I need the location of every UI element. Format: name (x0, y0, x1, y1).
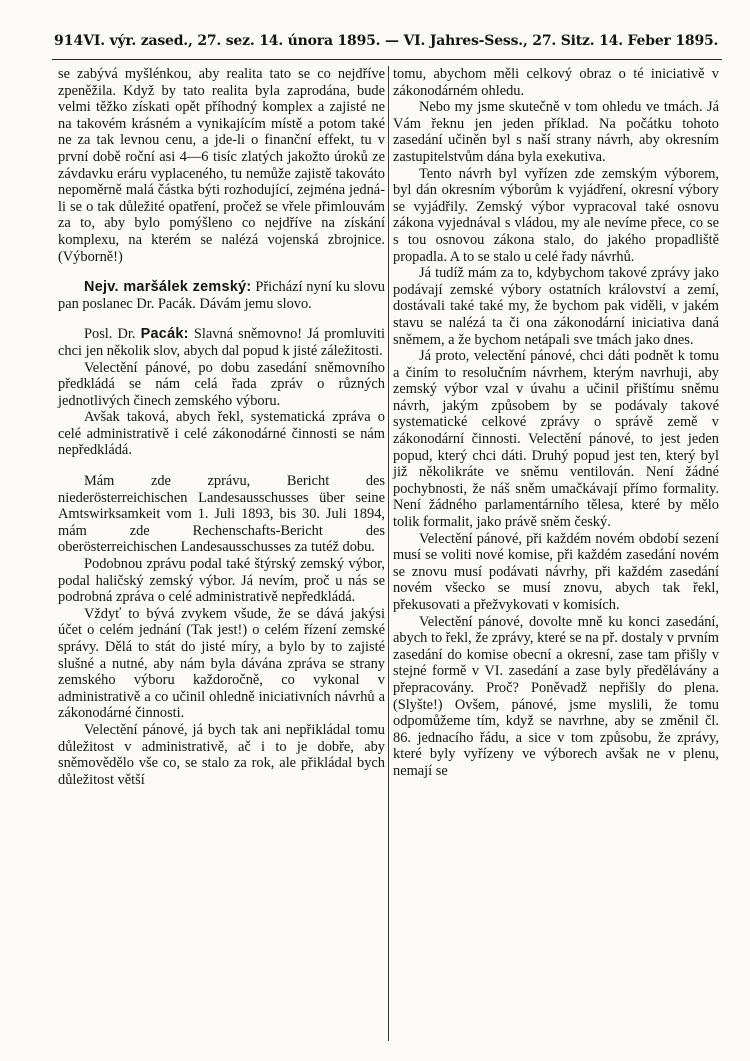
paragraph: Velectění pánové, při každém novém období sezení musí se voliti nové komise, při každém zasedání novém se znovu musí podávati návrhy, při každém zasedání novém všecko se musí znovu, abych tak řekl, překusovati a přežvykovati v komisích. (393, 530, 719, 613)
right-column (393, 66, 719, 780)
paragraph-speech (58, 326, 385, 359)
paragraph: Velectění pánové, po dobu zasedání sněmovního předkládá se nám celá řada zpráv o různých jednotlivých činech zemského výboru. (58, 359, 385, 409)
running-header (54, 33, 719, 49)
speaker-name: Pacák: (140, 326, 189, 343)
header-rule (52, 59, 722, 60)
speaker-name: Nejv. maršálek zemský: (84, 279, 252, 296)
paragraph: se zabývá myšlénkou, aby realita tato se co nejdříve zpeněžila. Když by tato realita byla zaprodána, bude velmi těžko získati opět příhodný komplex a zajisté ne na takovém krásném a vynikajícím místě a potom také ne za tak levnou cenu, a jde-li o finanční effekt, tu v první době roční asi 4—6 tisíc zlatých jakožto úroků ze závdavku eráru vyplaceného, tu nemůže zajistě takováto nepoměrně malá částka býti rozhodující, zejména jedná-li se o tak důležité opatření, pročež se vřele přimlouvám za to, aby bylo pomýšleno co nejdříve na získání komplexu, na kterém se nalézá vojenská zbrojnice. (Výborně!) (58, 66, 385, 265)
paragraph: Avšak taková, abych řekl, systematická zpráva o celé administrativě i celé zákonodárné činnosti se nám nepředkládá. (58, 409, 385, 459)
paragraph: Podobnou zprávu podal také štýrský zemský výbor, podal haličský zemský výbor. Já nevím, proč u nás se podrobná zpráva o celé administrativě nepředkládá. (58, 556, 385, 606)
left-column (58, 66, 385, 788)
paragraph: Mám zde zprávu, Bericht des niederösterreichischen Landesausschusses über seine Amtswirksamkeit vom 1. Juli 1893, bis 30. Juli 1894, mám zde Rechenschafts-Bericht des oberösterreichischen Landesausschusses za tutéž dobu. (58, 473, 385, 556)
paragraph: Velectění pánové, já bych tak ani nepřikládal tomu důležitost v administrativě, ač i to je dobře, aby sněmovědělo vše co, se stalo za rok, ale přikládal bych důležitost větší (58, 721, 385, 788)
speech-text: Slavná sněmovno! Já promluviti chci jen několik slov, abych dal popud k jisté záležitosti. (58, 326, 385, 359)
paragraph: Velectění pánové, dovolte mně ku konci zasedání, abych to řekl, že zprávy, které se na př. dostaly v prvním zasedání do komise obecní a okresní, zase tam přišly v stejné formě v VI. zasedání a zase byly předělávány a přepracovány. Proč? Poněvadž nepřišly do plena. (Slyšte!) Ovšem, pánové, jsme myslili, že tomu odpomůžeme tím, když se navrhne, aby se změnil čl. 86. jednacího řádu, a sice v tom způsobu, že zprávy, které byly vyřízeny ve výborech avšak ne v plenu, nemají se (393, 613, 719, 779)
page-number: 914 (54, 33, 84, 49)
paragraph: Já tudíž mám za to, kdybychom takové zprávy jako podávají zemské výbory ostatních království a zemí, dostávali také také my, že bychom pak viděli, v jakém stavu se nalézá ta či ona zákonodární iniciativa daná sněmem, a že bychom netápali sve tmách jako dnes. (393, 265, 719, 348)
speech-text: Přichází nyní ku slovu pan poslanec Dr. Pacák. Dávám jemu slovo. (58, 279, 386, 312)
paragraph: Vždyť to bývá zvykem všude, že se dává jakýsi účet o celém jednání (Tak jest!) o celém řízení zemské správy. Dělá to stát do jisté míry, a bylo by to zajisté slušné a nutné, aby nám byla dávána zpráva se strany zemského výboru každoročně, co vykonal v administrativě a co učinil ohledně iniciativních návrhů a zákonodárné činnosti. (58, 605, 385, 722)
paragraph: tomu, abychom měli celkový obraz o té iniciativě v zákonodárném ohledu. (393, 66, 719, 99)
paragraph: Já proto, velectění pánové, chci dáti podnět k tomu a činím to resolučním návrhem, kterým navrhuji, aby zemský výbor vzal v úvahu a učinil přištímu sněmu návrh, jakým způsobem by se podávaly takové systematické celkové zprávy o správě země v zákonodární činnosti. Velectění pánové, to jest jeden popud, který chci dáti. Druhý popud jest ten, který byl již několikráte ve sněmu ventilován. Není žádné pochybnosti, že náš sněm umačkávají přímo formality. Není žádného parlamentárního tělesa, které by mělo tolik formalit, jako právě sněm český. (393, 348, 719, 531)
header-title: VI. výr. zased., 27. sez. 14. února 1895. — VI. Jahres-Sess., 27. Sitz. 14. Feber 1895. (83, 33, 719, 49)
column-divider (388, 66, 389, 1041)
paragraph: Tento návrh byl vyřízen zde zemským výborem, byl dán okresním výborům k vyjádření, okresní výbory se vyjádřily. Zemský výbor vypracoval také osnovu zákona vyjednával s vládou, my ale nevíme přece, co se s tou osnovou zákona stalo, do jakého propadliště propadla. A to se stalo u celé řady návrhů. (393, 165, 719, 265)
paragraph-speech (58, 279, 385, 312)
speaker-label: Posl. Dr. (84, 326, 136, 343)
paragraph: Nebo my jsme skutečně v tom ohledu ve tmách. Já Vám řeknu jen jeden příklad. Na počátku tohoto zasedání učiněn byl s naší strany návrh, aby okresním zastupitelstvům dána byla exekutiva. (393, 99, 719, 165)
